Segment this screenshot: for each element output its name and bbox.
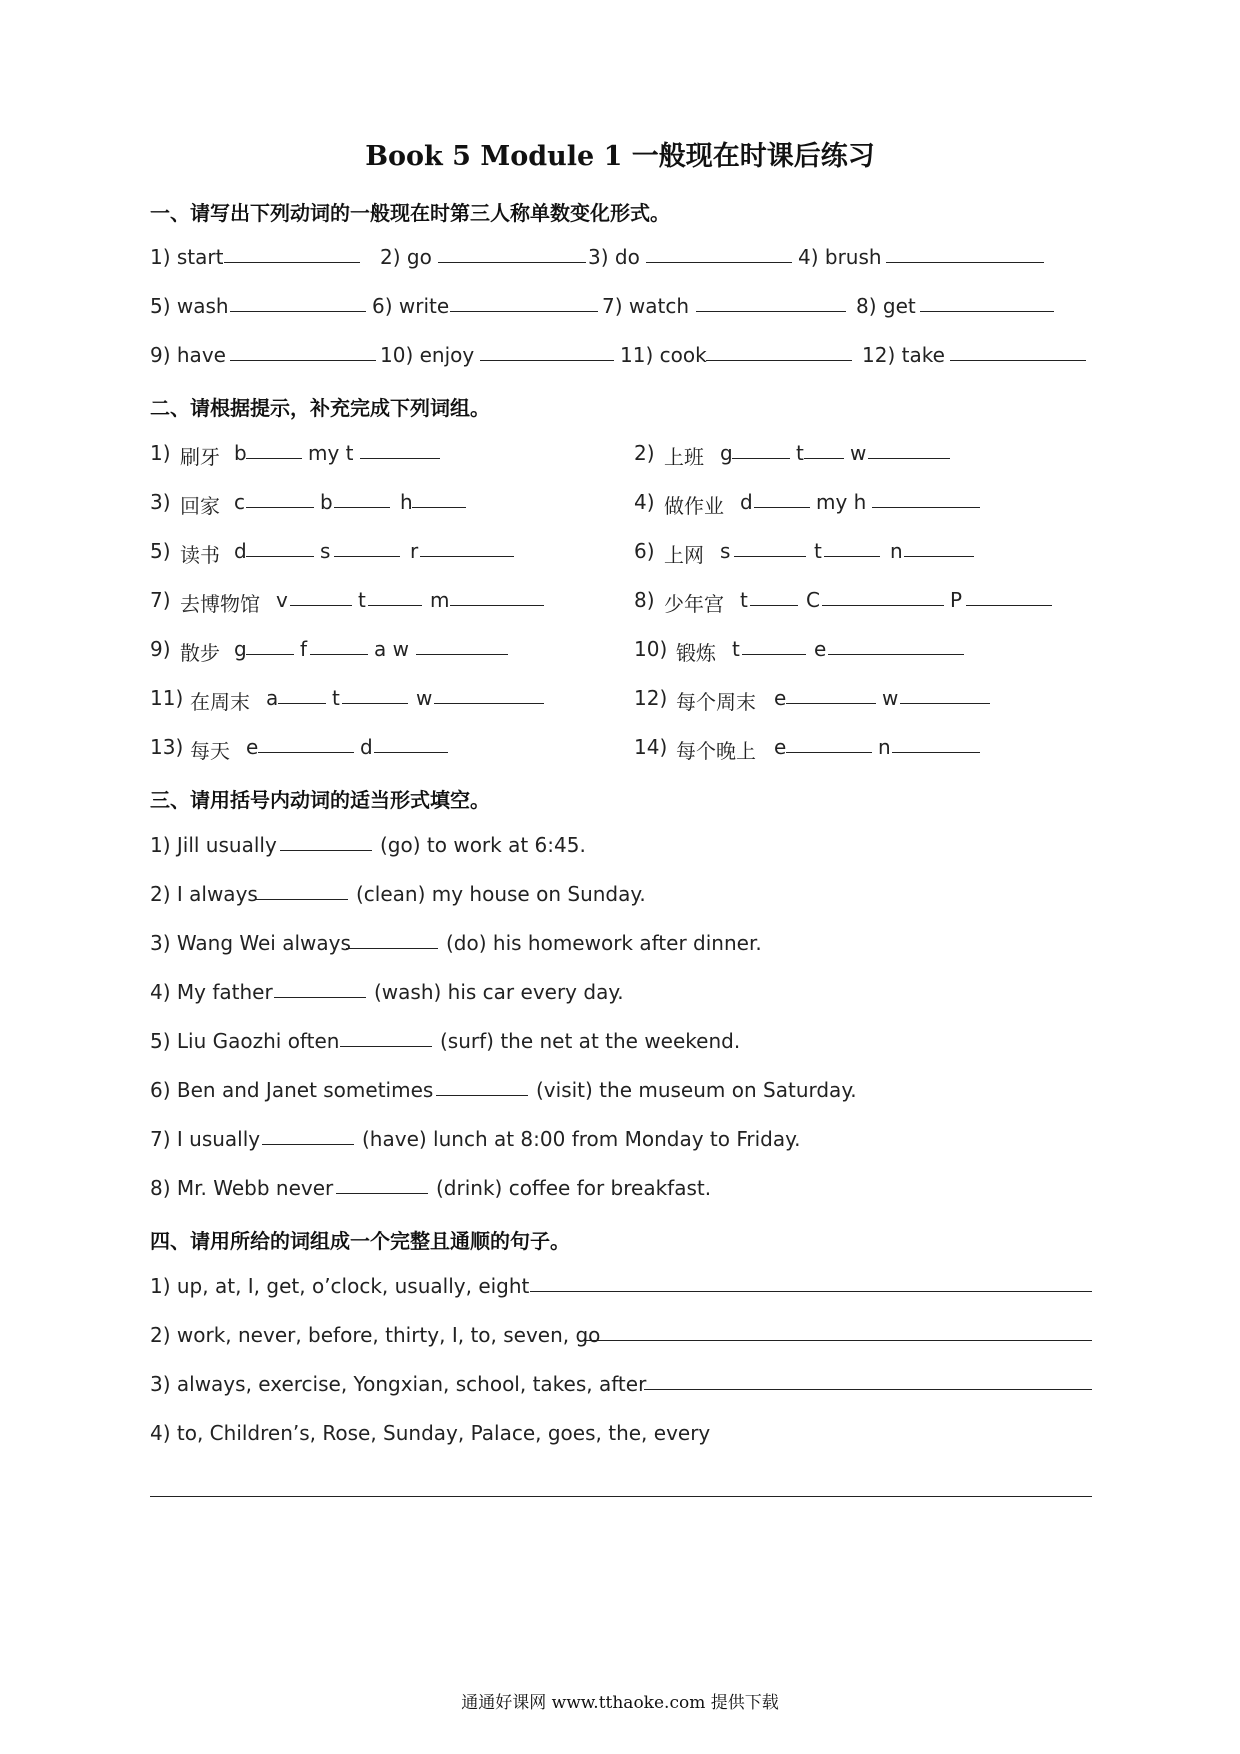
answer-blank[interactable]	[246, 441, 302, 459]
exercise-label: 11) cook	[620, 343, 707, 367]
answer-blank[interactable]	[950, 343, 1086, 361]
part3-sentence-7	[150, 1127, 1090, 1153]
answer-blank[interactable]	[750, 588, 798, 606]
answer-blank[interactable]	[224, 245, 360, 263]
answer-blank[interactable]	[230, 294, 366, 312]
letter-hint: my h	[816, 490, 867, 514]
section-2-heading: 二、请根据提示，补充完成下列词组。	[150, 396, 490, 420]
answer-blank[interactable]	[310, 637, 368, 655]
item-number: 11)	[150, 686, 184, 710]
answer-blank[interactable]	[822, 588, 944, 606]
answer-blank[interactable]	[290, 588, 352, 606]
part1-row-3	[150, 343, 1090, 369]
answer-blank[interactable]	[334, 490, 390, 508]
answer-blank[interactable]	[434, 686, 544, 704]
answer-blank[interactable]	[868, 441, 950, 459]
item-number: 9)	[150, 637, 171, 661]
chinese-hint: 上班	[664, 445, 704, 469]
sentence-start: 8) Mr. Webb never	[150, 1176, 334, 1200]
item-number: 14)	[634, 735, 668, 759]
letter-hint: r	[410, 539, 419, 563]
letter-hint: C	[806, 588, 820, 612]
item-number: 10)	[634, 637, 668, 661]
letter-hint: e	[814, 637, 827, 661]
word-list: 3) always, exercise, Yongxian, school, takes, after	[150, 1372, 647, 1396]
part3-sentence-3	[150, 931, 1090, 957]
part2-row-7	[150, 735, 1090, 761]
answer-blank[interactable]	[374, 735, 448, 753]
chinese-hint: 散步	[180, 641, 220, 665]
exercise-label: 3) do	[588, 245, 640, 269]
letter-hint: w	[882, 686, 899, 710]
part3-sentence-1	[150, 833, 1090, 859]
answer-blank[interactable]	[920, 294, 1054, 312]
letter-hint: c	[234, 490, 245, 514]
letter-hint: a	[266, 686, 279, 710]
answer-blank[interactable]	[368, 588, 422, 606]
footer-text: 通通好课网 www.tthaoke.com 提供下载	[461, 1693, 779, 1713]
item-number: 5)	[150, 539, 171, 563]
chinese-hint: 上网	[664, 543, 704, 567]
item-number: 12)	[634, 686, 668, 710]
chinese-hint: 每个周末	[676, 690, 756, 714]
chinese-hint: 每天	[190, 739, 230, 763]
answer-blank[interactable]	[900, 686, 990, 704]
chinese-hint: 每个晚上	[676, 739, 756, 763]
answer-blank[interactable]	[734, 539, 806, 557]
answer-blank[interactable]	[340, 1029, 432, 1047]
letter-hint: b	[234, 441, 247, 465]
letter-hint: e	[246, 735, 259, 759]
answer-blank[interactable]	[262, 1127, 354, 1145]
part1-row-2	[150, 294, 1090, 320]
sentence-start: 4) My father	[150, 980, 273, 1004]
letter-hint: t	[796, 441, 804, 465]
answer-blank[interactable]	[696, 294, 846, 312]
sentence-end: (visit) the museum on Saturday.	[536, 1078, 857, 1102]
answer-blank[interactable]	[904, 539, 974, 557]
answer-blank[interactable]	[416, 637, 508, 655]
part4-item-4	[150, 1421, 1090, 1447]
answer-blank[interactable]	[892, 735, 980, 753]
letter-hint: d	[234, 539, 247, 563]
sentence-start: 6) Ben and Janet sometimes	[150, 1078, 434, 1102]
chinese-hint: 回家	[180, 494, 220, 518]
answer-blank[interactable]	[258, 735, 354, 753]
chinese-hint: 在周末	[190, 690, 250, 714]
sentence-start: 1) Jill usually	[150, 833, 277, 857]
sentence-end: (wash) his car every day.	[374, 980, 624, 1004]
answer-blank[interactable]	[450, 588, 544, 606]
letter-hint: n	[890, 539, 903, 563]
letter-hint: v	[276, 588, 288, 612]
part2-row-5	[150, 637, 1090, 663]
answer-blank[interactable]	[278, 686, 326, 704]
answer-blank[interactable]	[646, 245, 792, 263]
exercise-label: 10) enjoy	[380, 343, 475, 367]
answer-blank[interactable]	[886, 245, 1044, 263]
exercise-label: 4) brush	[798, 245, 882, 269]
chinese-hint: 去博物馆	[180, 592, 260, 616]
answer-line[interactable]	[530, 1274, 1092, 1292]
answer-blank[interactable]	[246, 539, 314, 557]
part3-sentence-4	[150, 980, 1090, 1006]
answer-line[interactable]	[644, 1372, 1092, 1390]
part2-row-6	[150, 686, 1090, 712]
part2-row-3	[150, 539, 1090, 565]
answer-blank[interactable]	[246, 637, 294, 655]
answer-line[interactable]	[150, 1496, 1092, 1497]
sentence-end: (do) his homework after dinner.	[446, 931, 762, 955]
answer-blank[interactable]	[246, 490, 314, 508]
sentence-start: 2) I always	[150, 882, 258, 906]
chinese-hint: 读书	[180, 543, 220, 567]
letter-hint: b	[320, 490, 333, 514]
answer-blank[interactable]	[824, 539, 880, 557]
part4-item-2	[150, 1323, 1090, 1349]
answer-blank[interactable]	[334, 539, 400, 557]
letter-hint: s	[320, 539, 331, 563]
exercise-label: 9) have	[150, 343, 226, 367]
letter-hint: d	[740, 490, 753, 514]
answer-line[interactable]	[584, 1323, 1092, 1341]
answer-blank[interactable]	[342, 686, 408, 704]
part3-sentence-5	[150, 1029, 1090, 1055]
sentence-start: 7) I usually	[150, 1127, 261, 1151]
section-1-heading: 一、请写出下列动词的一般现在时第三人称单数变化形式。	[150, 201, 670, 225]
sentence-end: (go) to work at 6:45.	[380, 833, 586, 857]
letter-hint: t	[814, 539, 822, 563]
answer-blank[interactable]	[256, 882, 348, 900]
part2-row-1	[150, 441, 1090, 467]
part2-row-2	[150, 490, 1090, 516]
letter-hint: t	[732, 637, 740, 661]
part4-item-1	[150, 1274, 1090, 1300]
part3-sentence-8	[150, 1176, 1090, 1202]
sentence-end: (clean) my house on Sunday.	[356, 882, 646, 906]
sentence-end: (drink) coffee for breakfast.	[436, 1176, 712, 1200]
letter-hint: g	[234, 637, 247, 661]
exercise-label: 5) wash	[150, 294, 229, 318]
letter-hint: P	[950, 588, 963, 612]
answer-blank[interactable]	[828, 637, 964, 655]
letter-hint: m	[430, 588, 450, 612]
letter-hint: e	[774, 735, 787, 759]
item-number: 7)	[150, 588, 171, 612]
answer-blank[interactable]	[786, 735, 872, 753]
word-list: 4) to, Children’s, Rose, Sunday, Palace, goes, the, every	[150, 1421, 711, 1445]
answer-blank[interactable]	[872, 490, 980, 508]
answer-blank[interactable]	[420, 539, 514, 557]
exercise-label: 8) get	[856, 294, 916, 318]
answer-blank[interactable]	[336, 1176, 428, 1194]
chinese-hint: 刷牙	[180, 445, 220, 469]
part4-item-3	[150, 1372, 1090, 1398]
letter-hint: g	[720, 441, 733, 465]
answer-blank[interactable]	[436, 1078, 528, 1096]
item-number: 8)	[634, 588, 655, 612]
exercise-label: 1) start	[150, 245, 224, 269]
answer-blank[interactable]	[754, 490, 810, 508]
item-number: 1)	[150, 441, 171, 465]
item-number: 4)	[634, 490, 655, 514]
word-list: 2) work, never, before, thirty, I, to, seven, go	[150, 1323, 601, 1347]
answer-blank[interactable]	[230, 343, 376, 361]
exercise-label: 2) go	[380, 245, 432, 269]
letter-hint: my t	[308, 441, 354, 465]
page-title: Book 5 Module 1 一般现在时课后练习	[365, 141, 875, 172]
exercise-label: 7) watch	[602, 294, 690, 318]
answer-blank[interactable]	[438, 245, 586, 263]
part2-row-4	[150, 588, 1090, 614]
letter-hint: w	[416, 686, 433, 710]
chinese-hint: 锻炼	[676, 641, 716, 665]
sentence-start: 5) Liu Gaozhi often	[150, 1029, 340, 1053]
letter-hint: e	[774, 686, 787, 710]
sentence-end: (surf) the net at the weekend.	[440, 1029, 741, 1053]
answer-blank[interactable]	[706, 343, 852, 361]
chinese-hint: 少年宫	[664, 592, 724, 616]
item-number: 6)	[634, 539, 655, 563]
answer-blank[interactable]	[412, 490, 466, 508]
letter-hint: n	[878, 735, 891, 759]
letter-hint: t	[358, 588, 366, 612]
answer-blank[interactable]	[966, 588, 1052, 606]
letter-hint: d	[360, 735, 373, 759]
exercise-label: 12) take	[862, 343, 945, 367]
answer-blank[interactable]	[742, 637, 806, 655]
answer-blank[interactable]	[480, 343, 614, 361]
part3-sentence-6	[150, 1078, 1090, 1104]
answer-blank[interactable]	[450, 294, 598, 312]
chinese-hint: 做作业	[664, 494, 724, 518]
sentence-end: (have) lunch at 8:00 from Monday to Friday.	[362, 1127, 801, 1151]
letter-hint: w	[850, 441, 867, 465]
letter-hint: t	[332, 686, 340, 710]
letter-hint: h	[400, 490, 413, 514]
letter-hint: s	[720, 539, 731, 563]
answer-blank[interactable]	[274, 980, 366, 998]
item-number: 2)	[634, 441, 655, 465]
exercise-label: 6) write	[372, 294, 450, 318]
part3-sentence-2	[150, 882, 1090, 908]
letter-hint: f	[300, 637, 308, 661]
item-number: 3)	[150, 490, 171, 514]
answer-blank[interactable]	[280, 833, 372, 851]
item-number: 13)	[150, 735, 184, 759]
letter-hint: a w	[374, 637, 409, 661]
answer-blank[interactable]	[732, 441, 790, 459]
answer-blank[interactable]	[346, 931, 438, 949]
answer-blank[interactable]	[786, 686, 876, 704]
section-4-heading: 四、请用所给的词组成一个完整且通顺的句子。	[150, 1229, 570, 1253]
answer-blank[interactable]	[804, 441, 844, 459]
section-3-heading: 三、请用括号内动词的适当形式填空。	[150, 788, 490, 812]
sentence-start: 3) Wang Wei always	[150, 931, 351, 955]
word-list: 1) up, at, I, get, o’clock, usually, eight	[150, 1274, 530, 1298]
part1-row-1	[150, 245, 1090, 271]
letter-hint: t	[740, 588, 748, 612]
answer-blank[interactable]	[360, 441, 440, 459]
